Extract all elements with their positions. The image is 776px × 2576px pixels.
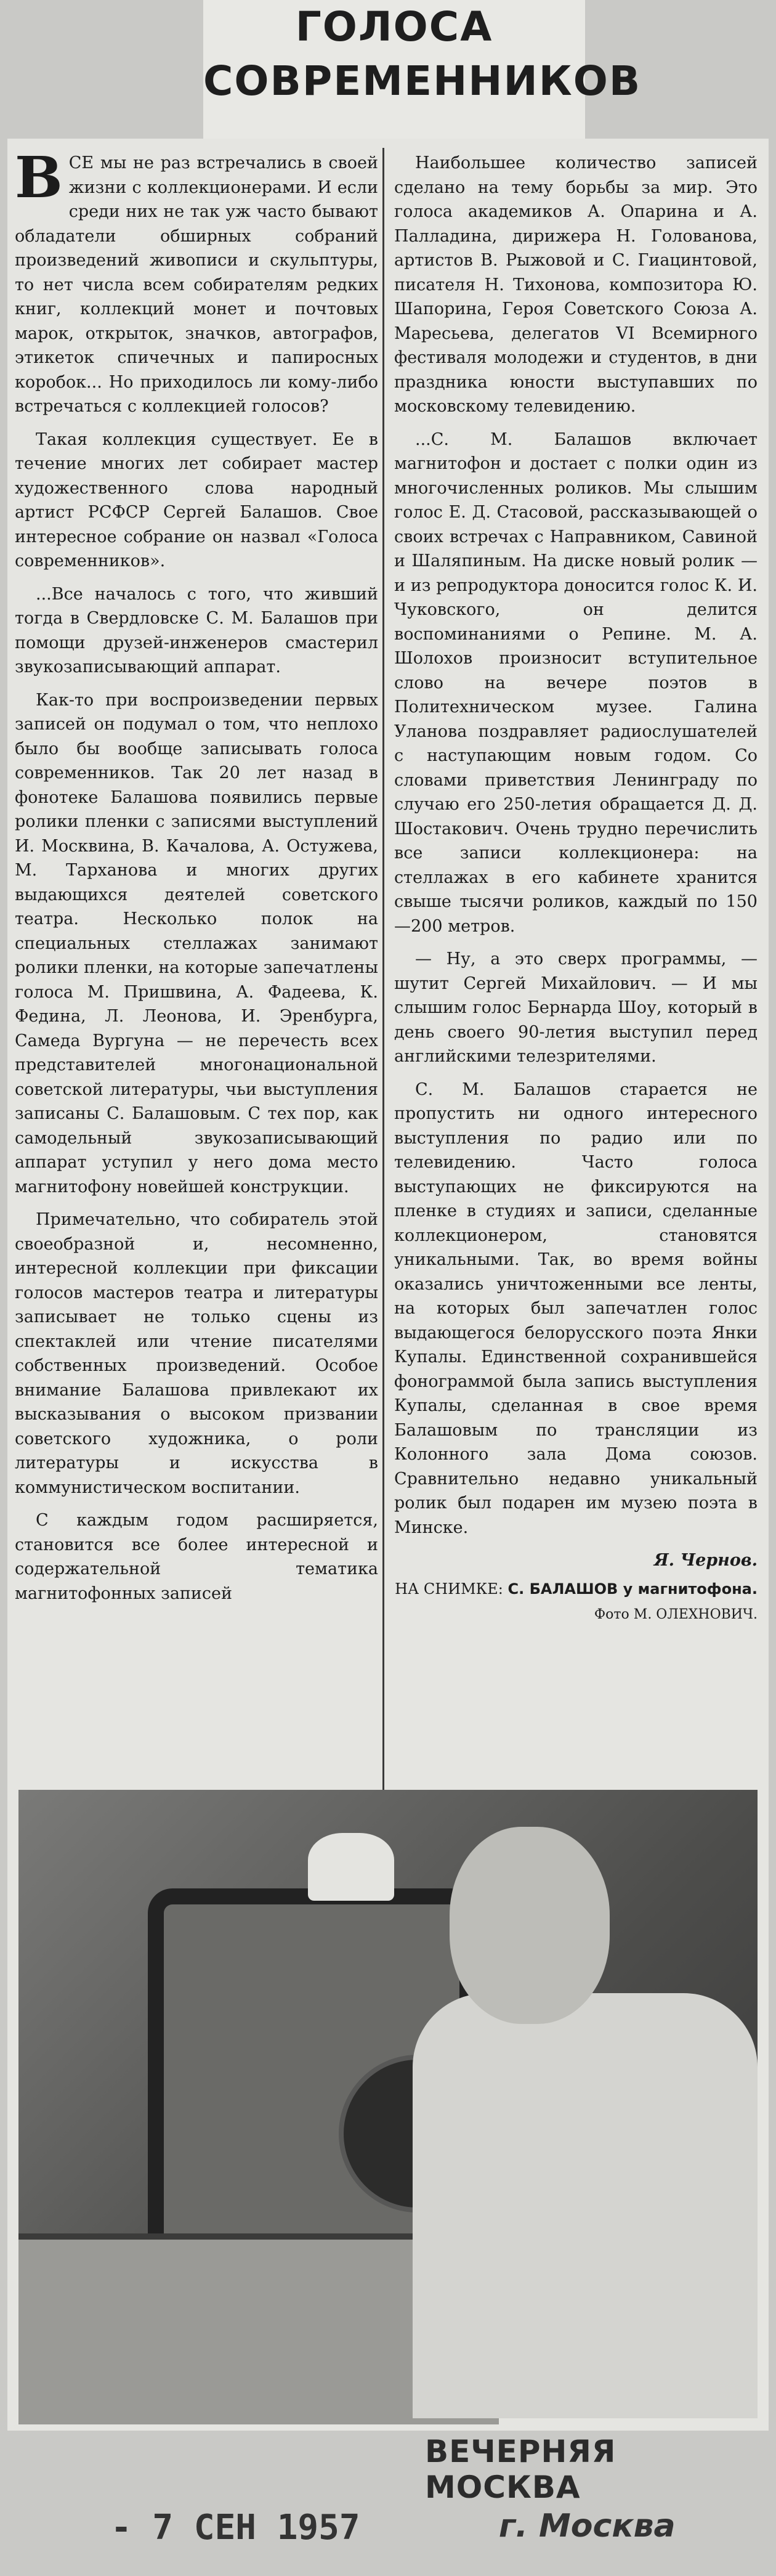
headline-line-2: СОВРЕМЕННИКОВ: [203, 57, 642, 105]
article-right-column: [394, 151, 758, 1790]
city-stamp: г. Москва: [499, 2508, 676, 2545]
paragraph: ...Все началось с того, что живший тогда в Свердловске С. М. Балашов при помощи друзей-инженеров смастерил звукозаписывающий аппарат.: [15, 584, 378, 677]
photo-caption: [394, 1579, 758, 1599]
photo-man-body-shape: [413, 1993, 758, 2418]
headline-line-1: ГОЛОСА: [295, 3, 493, 51]
paragraph: Как-то при воспроизведении первых записей он подумал о том, что неплохо было бы вообще записывать голоса современников. Так 20 лет назад в фонотеке Балашова появились первые ролики пленки с записями выступлений И. Москвина, В. Качалова, А. Остужева, М. Тарханова и многих других выдающихся деятелей советского театра. Несколько полок на специальных стеллажах занимают ролики пленки, на которые запечатлены голоса М. Пришвина, А. Фадеева, К. Федина, Л. Леонова, И. Эренбурга, Самеда Вургуна — не перечесть всех представителей многонациональной советской литературы, чьи выступления записаны С. Балашовым. С тех пор, как самодельный звукозаписывающий аппарат уступил у него дома место магнитофону новейшей конструкции.: [15, 690, 378, 1197]
paragraph: С каждым годом расширяется, становится все более интересной и содержательной тематика магнитофонных записей: [15, 1511, 378, 1603]
paragraph: ...С. М. Балашов включает магнитофон и достает с полки один из многочисленных роликов. Мы слышим голос Е. Д. Стасовой, рассказывающей о своих встречах с Направником, Савиной и Шаляпиным. На диске новый ролик — и из репродуктора доносится голос К. И. Чуковского, он делится воспоминаниями о Репине. М. А. Шолохов произносит вступительное слово на вечере поэтов в Политехническом музее. Галина Уланова поздравляет радиослушателей с наступающим новым годом. Со словами приветствия Ленинграду по случаю его 250-летия обращается Д. Д. Шостакович. Очень трудно перечислить все записи коллекционера: на стеллажах в его кабинете хранится свыше тысячи роликов, каждый по 150—200 метров.: [394, 429, 758, 936]
paragraph: С. М. Балашов старается не пропустить ни одного интересного выступления по радио или по телевидению. Часто голоса выступающих не фиксируются на пленке в студиях и записи, сделанные коллекционером, становятся уникальными. Так, во время войны оказались уничтоженными все ленты, на которых был запечатлен голос выдающегося белорусского поэта Янки Купалы. Единственной сохранившейся фонограммой была запись выступления Купалы, сделанная в свое время Балашовым по трансляции из Колонного зала Дома союзов. Сравнительно недавно уникальный ролик был подарен им музею поэта в Минске.: [394, 1079, 758, 1537]
headline: [203, 0, 642, 145]
date-stamp: - 7 СЕН 1957: [111, 2508, 360, 2548]
column-divider: [382, 148, 384, 1793]
caption-text: С. БАЛАШОВ у магнитофона.: [507, 1580, 758, 1598]
caption-lead: НА СНИМКЕ:: [395, 1580, 503, 1598]
paragraph: Примечательно, что собиратель этой своеобразной и, несомненно, интересной коллекции при фиксации голосов мастеров театра и литературы записывает не только сцены из спектаклей или чтение писателями собственных произведений. Особое внимание Балашова привлекают их высказывания о высоком призвании советского художника, о роли литературы и искусства в коммунистическом воспитании.: [15, 1210, 378, 1497]
drop-cap: В: [15, 151, 63, 211]
newspaper-name-stamp: ВЕЧЕРНЯЯ МОСКВА: [425, 2434, 616, 2505]
article-photo: [18, 1790, 758, 2418]
paragraph-intro: [15, 151, 378, 419]
paragraph: — Ну, а это сверх программы, — шутит Сергей Михайлович. — И мы слышим голос Бернарда Шоу, который в день своего 90-летия выступил перед английскими телезрителями.: [394, 949, 758, 1066]
article-left-column: [15, 151, 378, 1790]
paragraph: Наибольшее количество записей сделано на тему борьбы за мир. Это голоса академиков А. Опарина и А. Палладина, дирижера Н. Голованова, артистов В. Рыжовой и С. Гиацинтовой, писателя Н. Тихонова, композитора Ю. Шапорина, Героя Советского Союза А. Маресьева, делегатов VI Всемирного фестиваля молодежи и студентов, в дни праздника юности выступавших по московскому телевидению.: [394, 153, 758, 416]
author-signature: Я. Чернов.: [653, 1551, 758, 1570]
photo-lamp-shape: [308, 1833, 394, 1901]
photo-credit: Фото М. ОЛЕХНОВИЧ.: [594, 1606, 758, 1622]
paragraph-intro-text: СЕ мы не раз встречались в своей жизни с коллекционерами. И если среди них не так уж часто бывают обладатели обширных собраний произведений живописи и скульптуры, то нет числа всем собирателям редких книг, коллекций монет и почтовых марок, открыток, значков, автографов, этикеток спичечных и папиросных коробок... Но приходилось ли кому-либо встречаться с коллекцией голосов?: [15, 153, 378, 416]
paragraph: Такая коллекция существует. Ее в течение многих лет собирает мастер художественного слова народный артист РСФСР Сергей Балашов. Свое интересное собрание он назвал «Голоса современников».: [15, 429, 378, 571]
photo-man-head-shape: [450, 1827, 610, 2024]
